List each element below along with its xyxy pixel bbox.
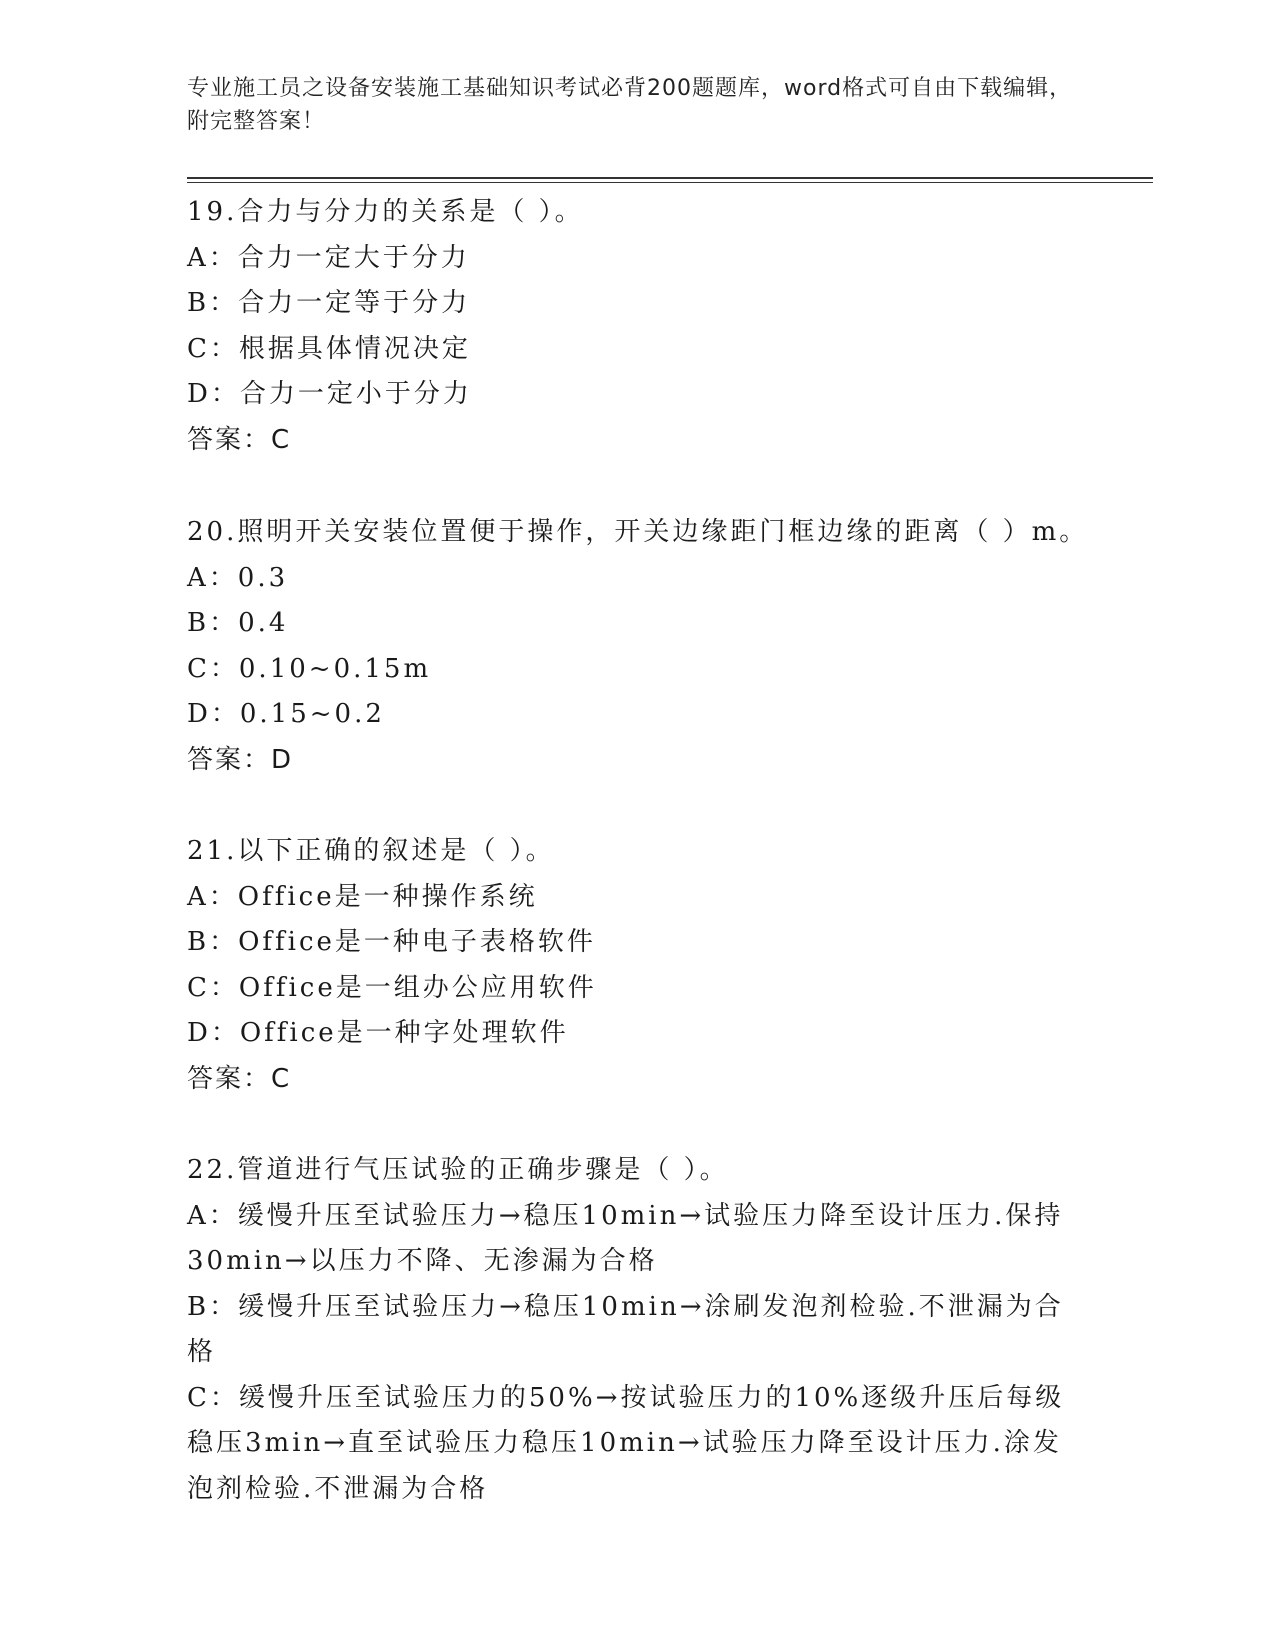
answer: 答案：D	[187, 744, 294, 775]
question-stem: 19.合力与分力的关系是（ ）。	[187, 197, 584, 227]
question-20	[187, 510, 1087, 783]
question-21	[187, 829, 1087, 1102]
option-a: A：合力一定大于分力	[187, 242, 470, 273]
question-stem: 20.照明开关安装位置便于操作，开关边缘距门框边缘的距离（ ）m。	[187, 517, 1089, 547]
option-d: D：合力一定小于分力	[187, 379, 472, 409]
answer: 答案：C	[187, 424, 292, 455]
option-b: B：Office是一种电子表格软件	[187, 927, 596, 957]
option-c: C：根据具体情况决定	[187, 333, 471, 364]
header-divider	[187, 177, 1153, 179]
option-c: C：缓慢升压至试验压力的50%→按试验压力的10%逐级升压后每级稳压3min→直至试验压力稳压10min→试验压力降至设计压力.涂发泡剂检验.不泄漏为合格	[187, 1382, 1065, 1504]
option-a: A：缓慢升压至试验压力→稳压10min→试验压力降至设计压力.保持30min→以压力不降、无渗漏为合格	[187, 1200, 1064, 1276]
document-header: 专业施工员之设备安装施工基础知识考试必背200题题库，word格式可自由下载编辑，附完整答案！	[187, 76, 1073, 134]
option-a: A：Office是一种操作系统	[187, 881, 538, 912]
question-stem: 22.管道进行气压试验的正确步骤是（ ）。	[187, 1155, 729, 1185]
option-d: D：0.15~0.2	[187, 699, 385, 729]
option-c: C：Office是一组办公应用软件	[187, 972, 597, 1003]
header-divider-thin	[187, 182, 1153, 183]
question-19	[187, 190, 1087, 463]
option-b: B：缓慢升压至试验压力→稳压10min→涂刷发泡剂检验.不泄漏为合格	[187, 1291, 1064, 1367]
answer: 答案：C	[187, 1063, 292, 1094]
option-d: D：Office是一种字处理软件	[187, 1018, 569, 1048]
option-b: B：0.4	[187, 608, 289, 638]
question-22	[187, 1148, 1087, 1512]
option-a: A：0.3	[187, 562, 289, 593]
option-b: B：合力一定等于分力	[187, 288, 471, 318]
option-c: C：0.10~0.15m	[187, 653, 432, 684]
question-stem: 21.以下正确的叙述是（ ）。	[187, 836, 555, 866]
